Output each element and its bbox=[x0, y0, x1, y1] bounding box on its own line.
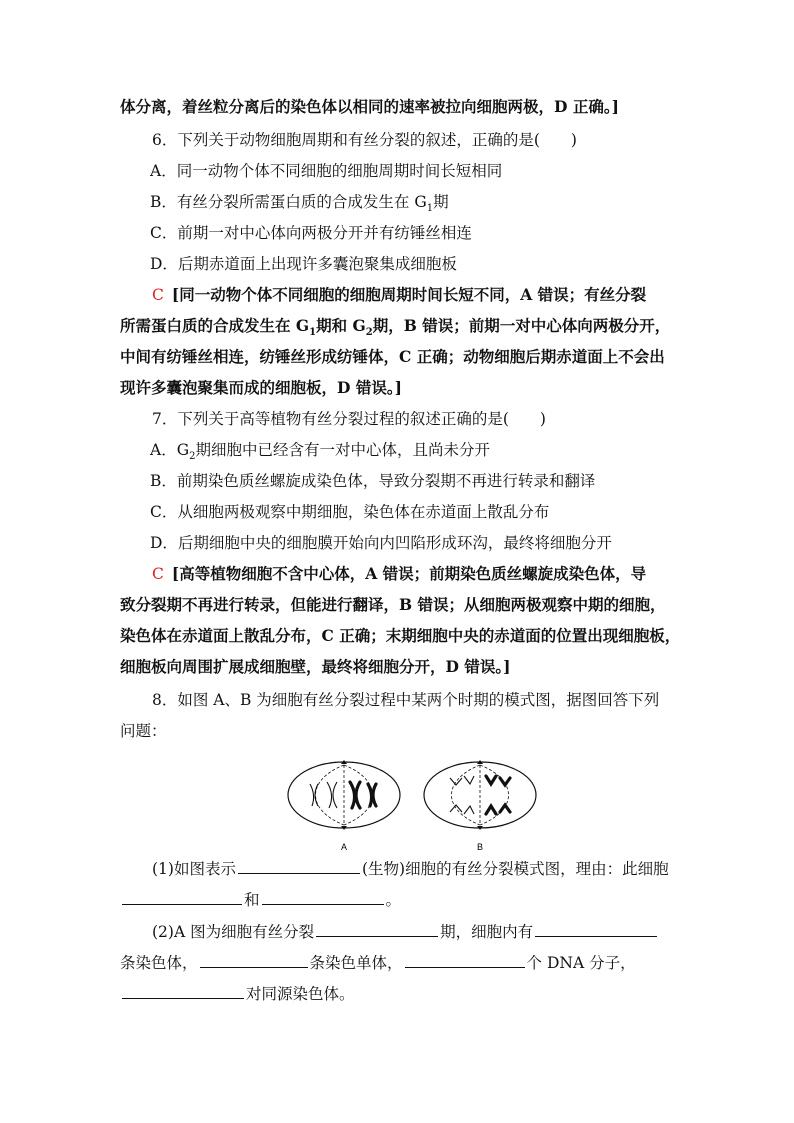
answer-continuation: 体分离，着丝粒分离后的染色体以相同的速率被拉向细胞两极，D 正确。] bbox=[120, 97, 619, 116]
answer-7-line-3: 染色体在赤道面上散乱分布，C 正确；末期细胞中央的赤道面的位置出现细胞板， bbox=[120, 626, 681, 645]
question-8-sub-2: (2)A 图为细胞有丝分裂 期，细胞内有 bbox=[152, 922, 712, 942]
cell-b-diagram bbox=[424, 760, 536, 852]
answer-blank[interactable] bbox=[122, 984, 244, 999]
answer-blank[interactable] bbox=[405, 953, 525, 968]
answer-7-line-2: 致分裂期不再进行转录，但能进行翻译，B 错误；从细胞两极观察中期的细胞， bbox=[120, 595, 666, 614]
mitosis-figure bbox=[284, 758, 554, 854]
answer-blank[interactable] bbox=[200, 953, 308, 968]
figure-label-b: B bbox=[477, 842, 484, 852]
cell-a-diagram bbox=[288, 760, 400, 852]
answer-6-letter: C bbox=[152, 286, 164, 304]
question-7-option-c: C．从细胞两极观察中期细胞，染色体在赤道面上散乱分布 bbox=[150, 503, 550, 521]
answer-blank[interactable] bbox=[262, 890, 384, 905]
answer-blank[interactable] bbox=[122, 890, 242, 905]
answer-6-line-2: 所需蛋白质的合成发生在 $G_1$期和 $G_2$期，B 错误；前期一对中心体向两极分开， bbox=[120, 316, 671, 339]
question-7-option-a: A．$G_2$期细胞中已经含有一对中心体，且尚未分开 bbox=[150, 441, 490, 463]
question-6-option-d: D．后期赤道面上出现许多囊泡聚集成细胞板 bbox=[150, 255, 457, 273]
answer-blank[interactable] bbox=[238, 859, 360, 874]
question-6-option-c: C．前期一对中心体向两极分开并有纺锤丝相连 bbox=[150, 224, 472, 242]
answer-7-line-4: 细胞板向周围扩展成细胞壁，最终将细胞分开，D 错误。] bbox=[120, 657, 511, 676]
question-8-sub-2-cont: 条染色体， 条染色单体， 个 DNA 分子， bbox=[120, 954, 636, 972]
question-8-sub-1-cont: 和 。 bbox=[120, 890, 680, 910]
answer-7-letter: C bbox=[152, 565, 164, 583]
answer-blank[interactable] bbox=[316, 922, 438, 937]
answer-blank[interactable] bbox=[535, 922, 657, 937]
question-7-stem: 7．下列关于高等植物有丝分裂过程的叙述正确的是( ) bbox=[152, 410, 546, 428]
answer-6-line-4: 现许多囊泡聚集而成的细胞板，D 错误。] bbox=[120, 378, 402, 397]
answer-6-line-3: 中间有纺锤丝相连，纺锤丝形成纺锤体，C 正确；动物细胞后期赤道面上不会出 bbox=[120, 347, 665, 366]
question-6-option-b: B．有丝分裂所需蛋白质的合成发生在 $G_1$期 bbox=[150, 193, 449, 215]
question-7-option-d: D．后期细胞中央的细胞膜开始向内凹陷形成环沟，最终将细胞分开 bbox=[150, 534, 612, 552]
question-8-sub-2-end: 对同源染色体。 bbox=[120, 984, 680, 1004]
question-6-stem: 6．下列关于动物细胞周期和有丝分裂的叙述，正确的是( ) bbox=[152, 131, 577, 149]
answer-6-line-1: C [同一动物个体不同细胞的细胞周期时间长短不同，A 错误；有丝分裂 bbox=[152, 285, 647, 304]
figure-label-a: A bbox=[341, 842, 348, 852]
question-7-option-b: B．前期染色质丝螺旋成染色体，导致分裂期不再进行转录和翻译 bbox=[150, 472, 596, 490]
answer-7-line-1: C [高等植物细胞不含中心体，A 错误；前期染色质丝螺旋成染色体，导 bbox=[152, 564, 647, 583]
question-8-sub-1: (1)如图表示 (生物)细胞的有丝分裂模式图，理由：此细胞 bbox=[152, 860, 669, 878]
question-8-stem: 8．如图 A、B 为细胞有丝分裂过程中某两个时期的模式图，据图回答下列 bbox=[152, 691, 660, 709]
question-8-stem-cont: 问题： bbox=[120, 722, 167, 740]
question-6-option-a: A．同一动物个体不同细胞的细胞周期时间长短相同 bbox=[150, 162, 503, 180]
